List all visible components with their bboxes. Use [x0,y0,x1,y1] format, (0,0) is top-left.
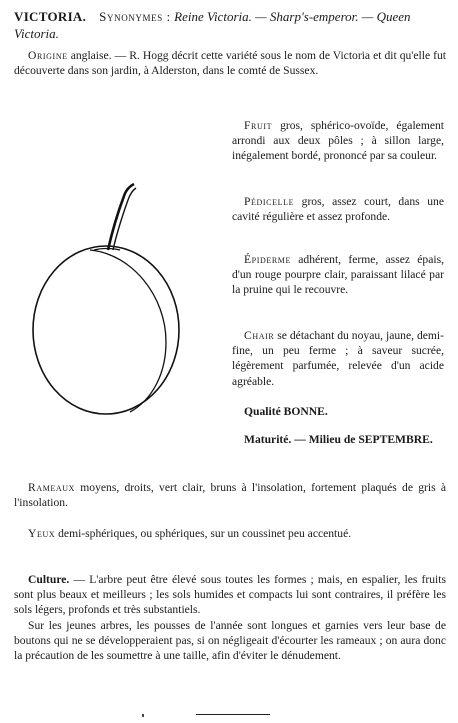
culture-text-2: Sur les jeunes arbres, les pousses de l'année sont longues et garnies vers leur base de boutons qui ne se développeraient pas, si on négligeait d'écourter les rameaux ; on aura donc la précaution de les soumettre à une taille, afin d'éviter le dénudement. [14,618,446,663]
pedicelle-description [232,194,444,224]
synonyms-text: Reine Victoria. — Sharp's-emperor. — Queen Victoria. [14,9,411,41]
pedicelle-text: gros, assez court, dans une cavité régulière et assez profonde. [232,195,444,224]
culture-text: — L'arbre peut être élevé sous toutes les formes ; mais, en espalier, les fruits sont plus beaux et meilleurs ; les sols humides et compacts lui sont contraires, il préfère les sols légers, profonds et très substantiels. [14,573,446,617]
qualite-label: Qualité [244,405,281,418]
yeux-label: Yeux [28,527,56,540]
maturite-value: — Milieu de SEPTEMBRE. [294,433,433,446]
pedicelle-label: Pédicelle [244,195,295,208]
page-speck [142,714,144,717]
culture-label: Culture. [28,573,70,586]
plum-illustration [20,178,216,422]
maturite-label: Maturité. [244,433,292,446]
rameaux-paragraph [14,480,446,510]
epiderme-label: Épiderme [244,253,291,266]
origin-label: Origine [28,49,68,62]
yeux-paragraph [14,526,446,541]
rameaux-label: Rameaux [28,481,76,494]
chair-description [232,328,444,389]
synonyms-label: Synonymes : [99,9,171,24]
yeux-text: demi-sphériques, ou sphériques, sur un coussinet peu accentué. [58,527,352,540]
qualite-line [232,404,444,419]
variety-name: VICTORIA. [14,9,87,24]
culture-paragraph [14,572,446,663]
variety-heading [14,8,450,42]
chair-text: se détachant du noyau, jaune, demi-fine, un peu ferme ; à saveur sucrée, légèrement parfumée, relevée d'un acide agréable. [232,329,444,388]
epiderme-text: adhérent, ferme, assez épais, d'un rouge pourpre clair, paraissant lilacé par la pruine qui le recouvre. [232,253,444,297]
qualite-value: BONNE. [283,405,328,418]
fruit-label: Fruit [244,119,273,132]
footer-rule [196,714,270,715]
maturite-line [232,432,444,447]
epiderme-description [232,252,444,298]
origin-paragraph [14,48,446,78]
fruit-text: gros, sphérico-ovoïde, également arrondi aux deux pôles ; à sillon large, inégalement bordé, prononcé par sa couleur. [232,119,445,163]
chair-label: Chair [244,329,275,342]
origin-text: anglaise. — R. Hogg décrit cette variété sous le nom de Victoria et dit qu'elle fut découverte dans son jardin, à Alderston, dans le comté de Sussex. [14,49,446,78]
rameaux-text: moyens, droits, vert clair, bruns à l'insolation, fortement plaqués de gris à l'insolation. [14,481,446,510]
fruit-description [232,118,444,164]
